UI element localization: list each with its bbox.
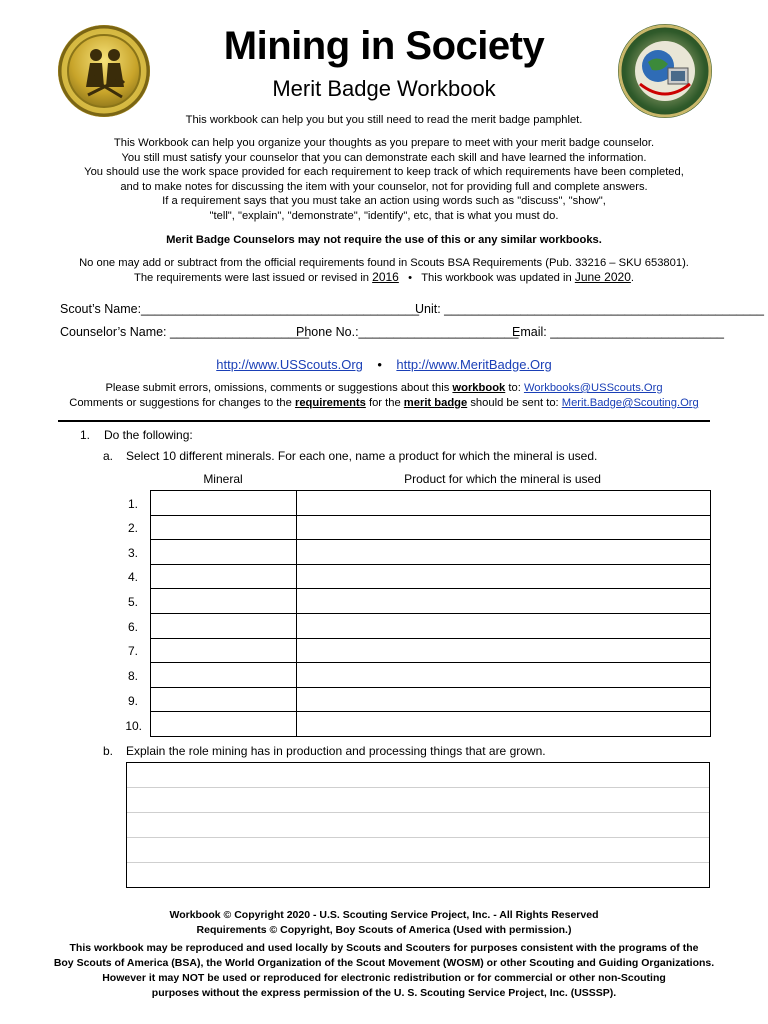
changes-line xyxy=(0,396,768,411)
mineral-cell[interactable] xyxy=(151,663,297,688)
changes-sent: should be sent to: xyxy=(470,397,559,409)
intro-paragraph-line: and to make notes for discussing the item with your counselor, not for providing full and complete answers. xyxy=(120,180,648,193)
usscouts-link[interactable]: http://www.USScouts.Org xyxy=(216,357,363,372)
footer-permissions xyxy=(0,941,768,1001)
requirement-1b-letter: b. xyxy=(103,744,114,758)
intro-line: This workbook can help you but you still need to read the merit badge pamphlet. xyxy=(185,114,583,126)
mineral-cell[interactable] xyxy=(151,687,297,712)
requirement-1-number: 1. xyxy=(80,428,91,442)
link-separator: • xyxy=(377,357,382,372)
product-cell[interactable] xyxy=(297,613,711,638)
period: . xyxy=(630,272,634,284)
mineral-cell[interactable] xyxy=(151,589,297,614)
column-header-product: Product for which the mineral is used xyxy=(404,472,601,486)
changes-requirements: requirements xyxy=(294,397,366,409)
product-cell[interactable] xyxy=(297,491,711,516)
requirement-1a-text: Select 10 different minerals. For each one, name a product for which the mineral is used. xyxy=(126,449,598,463)
changes-merit-badge: merit badge xyxy=(403,397,468,409)
footer-line: However it may NOT be used or reproduced for electronic redistribution or for commercial or other non-Scouting xyxy=(102,972,666,984)
footer-line: This workbook may be reproduced and used locally by Scouts and Scouters for purposes consistent with the programs of the xyxy=(69,942,699,954)
intro-paragraph xyxy=(0,136,768,224)
counselor-name-label[interactable]: Counselor’s Name: ____________________ xyxy=(60,325,310,339)
requirement-1b-text: Explain the role mining has in production and processing things that are grown. xyxy=(126,744,546,758)
minerals-table xyxy=(150,490,711,737)
footer-line: purposes without the express permission of the U. S. Scouting Service Project, Inc. (USSSP). xyxy=(151,987,617,999)
unit-label[interactable]: Unit: ______________________________________________ xyxy=(415,302,764,316)
ruled-line xyxy=(127,787,709,788)
errors-line xyxy=(0,381,768,396)
product-cell[interactable] xyxy=(297,540,711,565)
row-number: 2. xyxy=(127,521,138,535)
page-title: Mining in Society xyxy=(223,24,545,68)
counselor-name-field[interactable] xyxy=(60,325,309,339)
requirements-source: No one may add or subtract from the official requirements found in Scouts BSA Requirements (Pub. 33216 – SKU 653801). xyxy=(79,257,689,269)
product-cell[interactable] xyxy=(297,638,711,663)
page-subtitle: Merit Badge Workbook xyxy=(272,76,496,101)
errors-text: Please submit errors, omissions, comments or suggestions about this xyxy=(105,382,450,394)
phone-field[interactable] xyxy=(296,325,518,339)
changes-text: Comments or suggestions for changes to the xyxy=(69,397,292,409)
revised-label: The requirements were last issued or revised in xyxy=(133,272,370,284)
mineral-cell[interactable] xyxy=(151,613,297,638)
footer-line: Workbook © Copyright 2020 - U.S. Scouting Service Project, Inc. - All Rights Reserved xyxy=(169,909,599,921)
scout-name-label[interactable]: Scout’s Name:________________________________________ xyxy=(60,302,420,316)
footer-copyright xyxy=(0,908,768,938)
mineral-cell[interactable] xyxy=(151,491,297,516)
product-cell[interactable] xyxy=(297,712,711,737)
mineral-cell[interactable] xyxy=(151,515,297,540)
email-field[interactable] xyxy=(512,325,724,339)
mineral-cell[interactable] xyxy=(151,540,297,565)
mineral-cell[interactable] xyxy=(151,712,297,737)
errors-to: to: xyxy=(508,382,521,394)
intro-paragraph-line: "tell", "explain", "demonstrate", "identify", etc, that is what you must do. xyxy=(209,209,559,222)
ruled-line xyxy=(127,812,709,813)
product-cell[interactable] xyxy=(297,687,711,712)
unit-field[interactable] xyxy=(415,302,764,316)
website-links xyxy=(0,357,768,372)
ruled-line xyxy=(127,837,709,838)
row-number: 6. xyxy=(127,620,138,634)
intro-paragraph-line: You should use the work space provided for each requirement to keep track of which requirements have been completed, xyxy=(84,166,684,179)
merit-badge-email-link[interactable]: Merit.Badge@Scouting.Org xyxy=(561,397,699,409)
row-number: 4. xyxy=(127,570,138,584)
product-cell[interactable] xyxy=(297,589,711,614)
mineral-cell[interactable] xyxy=(151,564,297,589)
requirement-1-text: Do the following: xyxy=(104,428,193,442)
requirements-dates xyxy=(0,270,768,286)
updated-date: June 2020 xyxy=(574,270,631,284)
row-number: 3. xyxy=(127,546,138,560)
errors-workbook: workbook xyxy=(452,382,506,394)
changes-for: for the xyxy=(368,397,401,409)
row-number: 1. xyxy=(127,497,138,511)
updated-label: This workbook was updated in xyxy=(421,272,572,284)
scout-name-field[interactable] xyxy=(60,302,419,316)
intro-paragraph-line: This Workbook can help you organize your thoughts as you prepare to meet with your merit badge counselor. xyxy=(113,137,655,149)
row-number: 5. xyxy=(127,595,138,609)
phone-label[interactable]: Phone No.:_______________________ xyxy=(296,325,519,339)
requirement-1a-letter: a. xyxy=(103,449,114,463)
footer-line: Requirements © Copyright, Boy Scouts of America (Used with permission.) xyxy=(196,924,572,936)
bullet: • xyxy=(408,272,413,284)
footer-line: Boy Scouts of America (BSA), the World Organization of the Scout Movement (WOSM) or other Scouting and Guiding Organizations. xyxy=(53,957,715,969)
meritbadge-link[interactable]: http://www.MeritBadge.Org xyxy=(396,357,552,372)
ruled-line xyxy=(127,862,709,863)
workbooks-email-link[interactable]: Workbooks@USScouts.Org xyxy=(523,382,663,394)
row-number: 8. xyxy=(127,669,138,683)
answer-box-1b[interactable] xyxy=(126,762,710,888)
section-divider xyxy=(58,420,710,422)
email-label[interactable]: Email: _________________________ xyxy=(512,325,724,339)
product-cell[interactable] xyxy=(297,663,711,688)
intro-paragraph-line: You still must satisfy your counselor that you can demonstrate each skill and have learned the information. xyxy=(121,151,647,164)
product-cell[interactable] xyxy=(297,564,711,589)
column-header-mineral: Mineral xyxy=(203,472,243,486)
product-cell[interactable] xyxy=(297,515,711,540)
row-number: 9. xyxy=(127,694,138,708)
revised-year: 2016 xyxy=(372,270,399,284)
mineral-cell[interactable] xyxy=(151,638,297,663)
intro-paragraph-line: If a requirement says that you must take an action using words such as "discuss", "show", xyxy=(162,195,606,208)
counselor-note: Merit Badge Counselors may not require the use of this or any similar workbooks. xyxy=(166,234,602,246)
row-number: 10. xyxy=(125,719,142,733)
row-number: 7. xyxy=(127,644,138,658)
